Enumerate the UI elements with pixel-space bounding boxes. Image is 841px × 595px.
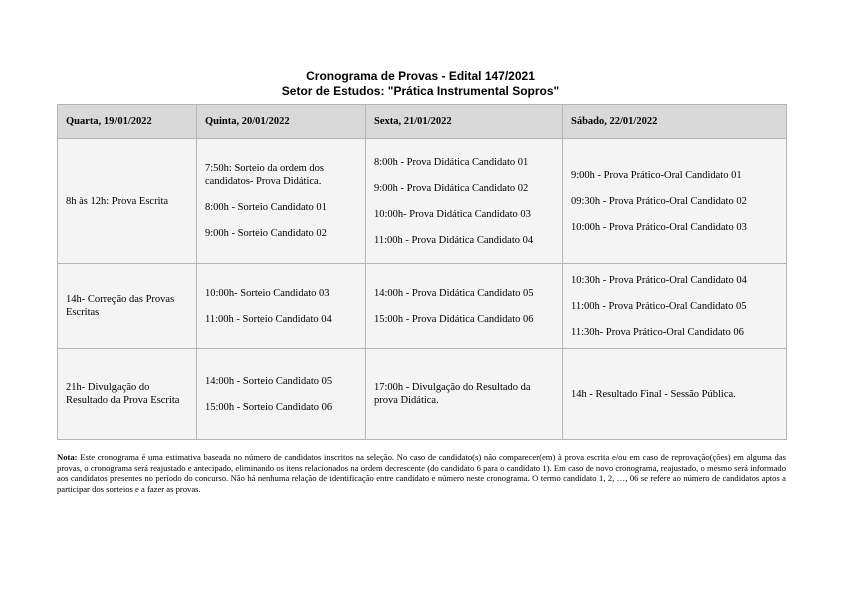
cell-text: 15:00h - Prova Didática Candidato 06 (374, 313, 534, 325)
table-row (58, 349, 787, 440)
cell-text: 09:30h - Prova Prático-Oral Candidato 02 (571, 195, 747, 207)
table-cell (58, 139, 197, 264)
table-cell (58, 264, 197, 349)
cell-text: 17:00h - Divulgação do Resultado da prova Didática. (374, 382, 531, 406)
cell-text: 21h- Divulgação do Resultado da Prova Escrita (66, 382, 180, 406)
cell-text: 15:00h - Sorteio Candidato 06 (205, 401, 333, 413)
cell-text: 9:00h - Prova Didática Candidato 02 (374, 182, 529, 194)
cell-text: 11:00h - Sorteio Candidato 04 (205, 313, 332, 325)
cell-text: 8:00h - Prova Didática Candidato 01 (374, 156, 529, 168)
title-line-2: Setor de Estudos: "Prática Instrumental Sopros" (281, 84, 560, 98)
table-cell (366, 139, 563, 264)
cell-text: 11:00h - Prova Prático-Oral Candidato 05 (571, 300, 747, 312)
cell-text: 10:00h- Sorteio Candidato 03 (205, 287, 330, 299)
cell-text: 8h às 12h: Prova Escrita (66, 195, 169, 207)
schedule-table (57, 104, 787, 440)
cell-text: 14:00h - Sorteio Candidato 05 (205, 375, 333, 387)
table-cell (563, 139, 787, 264)
table-row (58, 264, 787, 349)
cell-text: 14:00h - Prova Didática Candidato 05 (374, 287, 534, 299)
cell-text: 11:30h- Prova Prático-Oral Candidato 06 (571, 326, 744, 338)
header-quinta: Quinta, 20/01/2022 (197, 105, 366, 139)
table-cell (197, 139, 366, 264)
cell-text: 7:50h: Sorteio da ordem dos candidatos- Prova Didática. (205, 163, 324, 187)
footnote (57, 452, 786, 494)
table-cell (366, 349, 563, 440)
cell-text: 14h - Resultado Final - Sessão Pública. (571, 388, 736, 400)
table-cell (58, 349, 197, 440)
footnote-text: Este cronograma é uma estimativa baseada no número de candidatos inscritos na seleção. No caso de candidato(s) não comparecer(em) à prova escrita e/ou em caso de reprovação(ções) em alguma das provas, o cronograma será reajustado e antecipado, eliminando os itens relacionados na ordem decrescente (do candidato 6 para o candidato 1). Em caso de novo cronograma, reajustado, o mesmo será informado aos candidatos presentes no período do concurso. Não há nenhuma relação de identificação entre candidato e número neste cronograma. O termo candidato 1, 2, …, 06 se refere ao número de candidatos aptos a participar dos sorteios e a fazer as provas. (57, 452, 786, 494)
cell-text: 9:00h - Prova Prático-Oral Candidato 01 (571, 169, 742, 181)
footnote-label: Nota: (57, 452, 78, 462)
document-title (0, 69, 841, 99)
title-line-1: Cronograma de Provas - Edital 147/2021 (306, 69, 535, 83)
table-cell (563, 349, 787, 440)
cell-text: 9:00h - Sorteio Candidato 02 (205, 228, 327, 239)
table-row (58, 139, 787, 264)
cell-text: 11:00h - Prova Didática Candidato 04 (374, 234, 534, 246)
header-row (58, 105, 787, 139)
cell-text: 10:00h - Prova Prático-Oral Candidato 03 (571, 221, 747, 233)
table-cell (197, 349, 366, 440)
cell-text: 10:30h - Prova Prático-Oral Candidato 04 (571, 274, 747, 286)
cell-text: 10:00h- Prova Didática Candidato 03 (374, 208, 531, 220)
header-sabado: Sábado, 22/01/2022 (563, 105, 787, 139)
cell-text: 8:00h - Sorteio Candidato 01 (205, 202, 327, 213)
table-cell (563, 264, 787, 349)
table-cell (366, 264, 563, 349)
header-sexta: Sexta, 21/01/2022 (366, 105, 563, 139)
table-cell (197, 264, 366, 349)
cell-text: 14h- Correção das Provas Escritas (66, 294, 175, 318)
header-quarta: Quarta, 19/01/2022 (58, 105, 197, 139)
